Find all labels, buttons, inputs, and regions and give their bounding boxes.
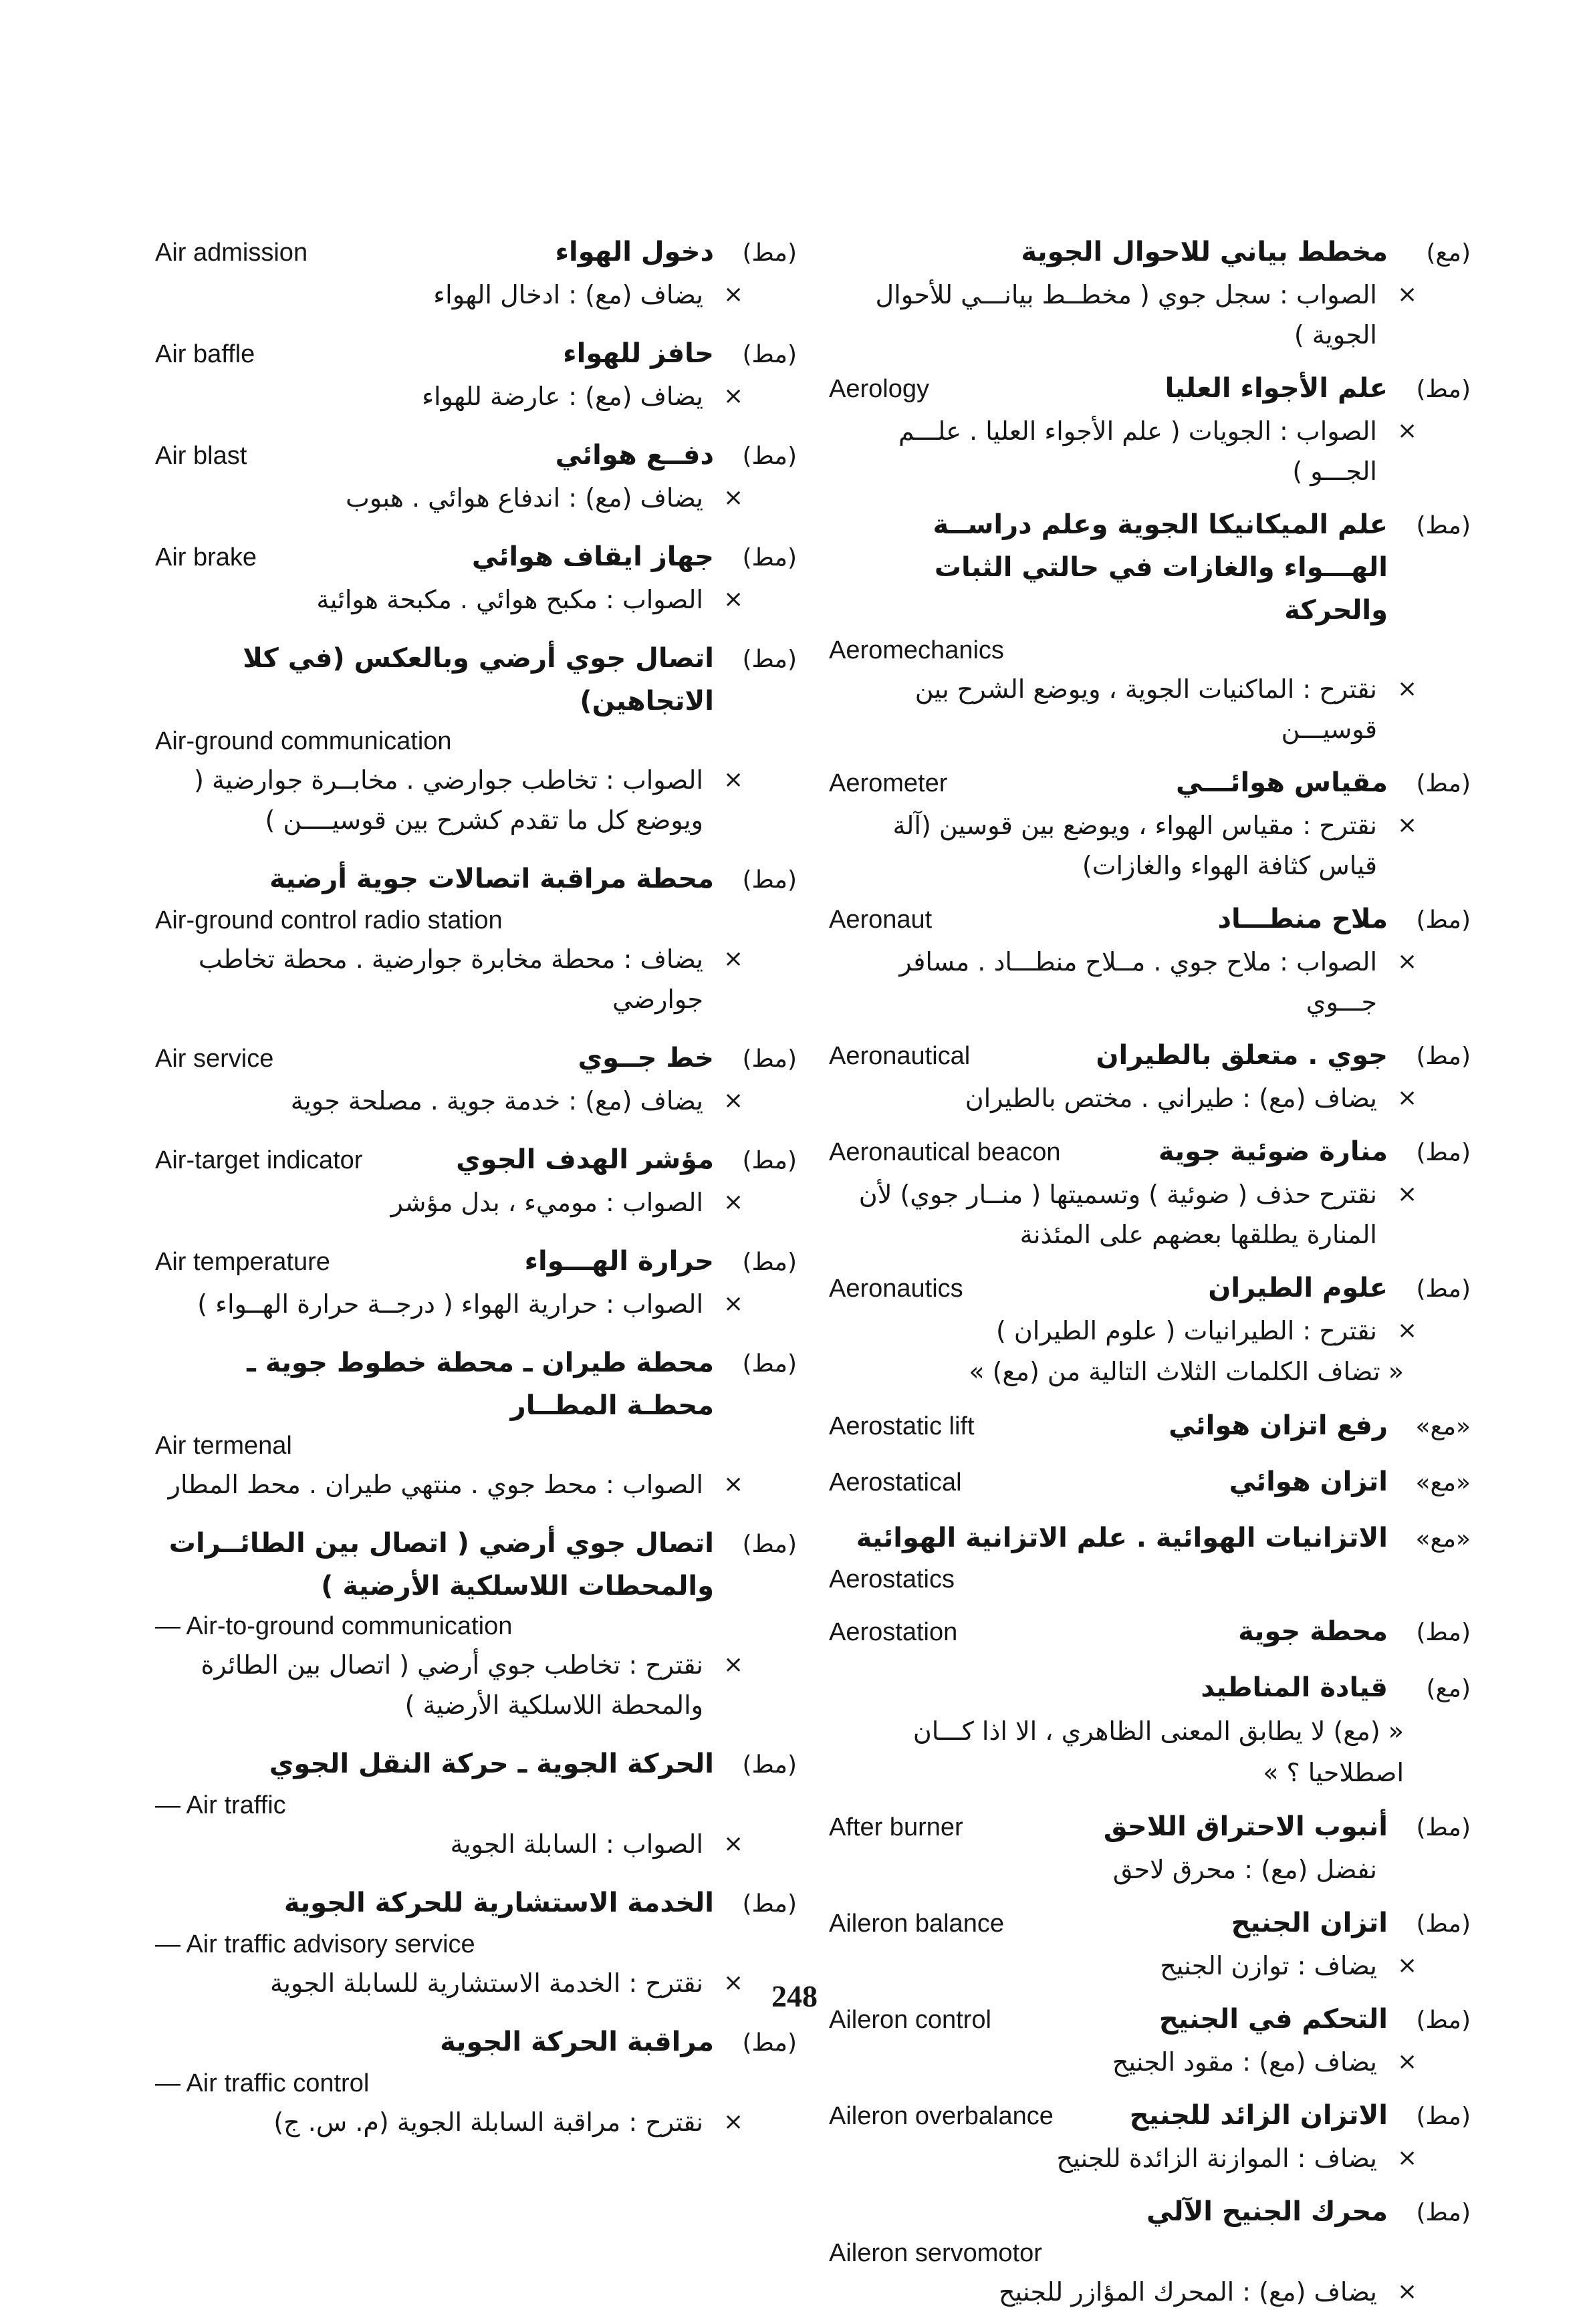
dictionary-entry (155, 1522, 797, 1725)
correction-text: نقترح حذف ( ضوئية ) وتسميتها ( منــار جوي) لأن المنارة يطلقها بعضهم على المئذنة (858, 1180, 1377, 1249)
source-tag: (مط) (742, 1249, 797, 1276)
dictionary-entry (155, 434, 797, 518)
english-term: — Air-to-ground communication (155, 1612, 513, 1640)
cross-mark-icon: × (723, 1969, 744, 1996)
correction-text: الصواب : سجل جوي ( مخطــط بيانـــي للأحوال الجوية ) (875, 280, 1377, 350)
english-term: Air-ground control radio station (155, 906, 503, 934)
dictionary-entry (829, 1902, 1471, 1986)
arabic-term: مخطط بياني للاحوال الجوية (1021, 237, 1388, 267)
source-tag: (مط) (742, 1531, 797, 1558)
arabic-term: علم الأجواء العليا (1165, 373, 1388, 404)
editorial-note: « تضاف الكلمات الثلاث التالية من (مع) » (969, 1357, 1404, 1386)
entry-headword-row (829, 231, 1471, 275)
correction-text: يضاف : الموازنة الزائدة للجنيح (1056, 2144, 1377, 2173)
cross-mark-icon: × (723, 1087, 744, 1114)
arabic-term: الاتزان الزائد للجنيح (1129, 2100, 1388, 2131)
english-term: Air admission (155, 239, 308, 267)
source-tag: (مع) (1426, 239, 1471, 267)
entry-correction (829, 1849, 1471, 1890)
entry-correction (829, 1311, 1471, 1351)
cross-mark-icon: × (1397, 675, 1418, 702)
entry-correction (155, 2102, 797, 2142)
english-term: Aileron control (829, 2006, 991, 2034)
source-tag: (مط) (1416, 770, 1471, 797)
cross-mark-icon: × (723, 382, 744, 410)
source-tag: (مط) (1416, 512, 1471, 539)
source-tag: «مع» (1415, 1413, 1471, 1440)
cross-mark-icon: × (1397, 281, 1418, 308)
arabic-term: علم الميكانيكا الجوية وعلم دراســة الهـــواء والغازات في حالتي الثبات والحركة (933, 509, 1388, 626)
left-column (155, 231, 797, 2160)
dictionary-entry (829, 1517, 1471, 1598)
dictionary-entry (155, 1240, 797, 1324)
editorial-note: « (مع) لا يطابق المعنى الظاهري ، الا اذا كـــان اصطلاحيا ؟ » (912, 1716, 1404, 1787)
source-tag: (مط) (1416, 1814, 1471, 1841)
arabic-term: جوي . متعلق بالطيران (1096, 1040, 1388, 1071)
correction-text: الصواب : محط جوي . منتهي طيران . محط المطار (168, 1470, 703, 1499)
arabic-term: خط جــوي (578, 1043, 714, 1073)
english-term: Air service (155, 1045, 274, 1073)
cross-mark-icon: × (723, 1651, 744, 1678)
entry-headword-row (155, 1522, 797, 1607)
entry-headword-row (829, 1034, 1471, 1078)
correction-text: يضاف (مع) : طيراني . مختص بالطيران (965, 1083, 1377, 1113)
source-tag: (مط) (1416, 2103, 1471, 2130)
dictionary-entry (155, 2021, 797, 2142)
entry-headword-row (155, 2021, 797, 2065)
cross-mark-icon: × (723, 484, 744, 511)
dictionary-entry (829, 1805, 1471, 1890)
arabic-term: اتصال جوي أرضي وبالعكس (في كلا الاتجاهين) (243, 643, 714, 717)
arabic-term: مراقبة الحركة الجوية (440, 2027, 714, 2057)
cross-mark-icon: × (723, 766, 744, 793)
arabic-term: محطة مراقبة اتصالات جوية أرضية (269, 864, 714, 894)
dictionary-entry (155, 858, 797, 1019)
arabic-term: مقياس هوائـــي (1175, 767, 1388, 798)
dictionary-entry (829, 1610, 1471, 1654)
entry-correction (829, 669, 1471, 749)
dictionary-entry (155, 1037, 797, 1121)
cross-mark-icon: × (723, 1830, 744, 1857)
english-term: — Air traffic advisory service (155, 1930, 475, 1958)
dictionary-entry (829, 2094, 1471, 2178)
arabic-term: اتصال جوي أرضي ( اتصال بين الطائــرات والمحطات اللاسلكية الأرضية ) (168, 1528, 714, 1601)
source-tag: «مع» (1415, 1469, 1471, 1497)
english-term: Aileron overbalance (829, 2102, 1054, 2130)
cross-mark-icon: × (723, 586, 744, 613)
dictionary-entry (155, 1341, 797, 1505)
entry-correction (155, 1464, 797, 1505)
dictionary-entry (829, 1404, 1471, 1448)
arabic-term: قيادة المناطيد (1201, 1672, 1388, 1703)
arabic-term: اتزان الجنيح (1231, 1908, 1388, 1938)
cross-mark-icon: × (1397, 1952, 1418, 1979)
entry-headword-row (829, 367, 1471, 411)
correction-text: يضاف (مع) : المحرك المؤازر للجنيح (999, 2277, 1377, 2307)
entry-correction (155, 275, 797, 315)
cross-mark-icon: × (1397, 1084, 1418, 1112)
source-tag: (مط) (742, 341, 797, 368)
entry-headword-row (829, 1666, 1471, 1710)
english-term: Aerostatical (829, 1468, 962, 1497)
entry-headword-row (829, 1902, 1471, 1946)
entry-correction (829, 2042, 1471, 2082)
cross-mark-icon: × (723, 945, 744, 973)
source-tag: (مط) (742, 646, 797, 673)
entry-correction (155, 1284, 797, 1324)
english-term: Air temperature (155, 1248, 330, 1276)
dictionary-entry (155, 231, 797, 315)
entry-headword-row (155, 1341, 797, 1427)
english-term: Aeronautics (829, 1275, 963, 1303)
source-tag: (مط) (742, 2029, 797, 2057)
entry-correction (155, 1081, 797, 1121)
cross-mark-icon: × (723, 1470, 744, 1498)
english-term: Aeromechanics (829, 636, 1004, 664)
arabic-term: رفع اتزان هوائي (1169, 1410, 1388, 1441)
dictionary-entry (155, 1138, 797, 1222)
english-term: Air baffle (155, 340, 255, 368)
entry-correction (155, 1824, 797, 1864)
cross-mark-icon: × (723, 281, 744, 308)
entry-headword-row (829, 1267, 1471, 1311)
correction-text: يضاف (مع) : ادخال الهواء (433, 280, 703, 309)
dictionary-entry (829, 1666, 1471, 1793)
entry-headword-row (155, 1240, 797, 1284)
dictionary-entry (155, 1742, 797, 1864)
arabic-term: ملاح منطـــاد (1217, 904, 1388, 934)
entry-correction (155, 579, 797, 620)
english-term: Aerology (829, 375, 929, 403)
english-term: Aerostatics (829, 1565, 955, 1593)
dictionary-entry (155, 637, 797, 840)
english-term: Aeronautical (829, 1042, 971, 1070)
source-tag: «مع» (1415, 1525, 1471, 1553)
entry-headword-row (155, 231, 797, 275)
entry-headword-row (829, 1610, 1471, 1654)
arabic-term: حرارة الهـــواء (524, 1246, 714, 1277)
entry-headword-row (155, 1037, 797, 1081)
english-term: Air blast (155, 442, 247, 470)
correction-text: نقترح : مقياس الهواء ، ويوضع بين قوسين (آلة قياس كثافة الهواء والغازات) (892, 811, 1377, 880)
entry-correction (829, 275, 1471, 355)
entry-headword-row (155, 434, 797, 478)
source-tag: (مط) (742, 544, 797, 571)
correction-text: يضاف (مع) : خدمة جوية . مصلحة جوية (290, 1086, 703, 1116)
english-term: Air brake (155, 543, 257, 571)
source-tag: (مط) (742, 1751, 797, 1779)
english-term: Aileron balance (829, 1910, 1004, 1938)
source-tag: (مط) (742, 1147, 797, 1174)
entry-headword-row (829, 761, 1471, 805)
entry-correction (829, 2138, 1471, 2178)
entry-headword-row (155, 1742, 797, 1787)
source-tag: (مط) (742, 1890, 797, 1918)
source-tag: (مط) (1416, 1139, 1471, 1166)
arabic-term: اتزان هوائي (1229, 1466, 1388, 1497)
entry-headword-row (155, 1138, 797, 1182)
correction-text: يضاف : محطة مخابرة جوارضية . محطة تخاطب جوارضي (198, 944, 703, 1014)
english-term: Aileron servomotor (829, 2239, 1042, 2267)
arabic-term: علوم الطيران (1208, 1273, 1388, 1303)
source-tag: (مط) (742, 239, 797, 267)
dictionary-entry (829, 1267, 1471, 1392)
english-term: Aerostatic lift (829, 1412, 975, 1440)
correction-text: الصواب : الجويات ( علم الأجواء العليا . علـــم الجـــو ) (898, 416, 1377, 486)
correction-text: يضاف (مع) : اندفاع هوائي . هبوب (346, 483, 703, 513)
entry-correction (829, 411, 1471, 491)
entry-headword-row (829, 898, 1471, 942)
entry-correction (155, 478, 797, 518)
entry-headword-row (155, 637, 797, 723)
source-tag: (مط) (1416, 2199, 1471, 2226)
cross-mark-icon: × (1397, 2048, 1418, 2075)
source-tag: (مط) (1416, 906, 1471, 934)
dictionary-entry (829, 898, 1471, 1022)
dictionary-entry (155, 332, 797, 416)
dictionary-entry (829, 1034, 1471, 1118)
cross-mark-icon: × (1397, 1317, 1418, 1344)
arabic-term: الاتزانيات الهوائية . علم الاتزانية الهوائية (856, 1523, 1388, 1553)
entry-headword-row (155, 1882, 797, 1926)
source-tag: (مط) (742, 442, 797, 470)
entry-correction (829, 2272, 1471, 2312)
source-tag: (مط) (742, 866, 797, 894)
english-term: Air-target indicator (155, 1146, 363, 1174)
arabic-term: محطة طيران ـ محطة خطوط جوية ـ محطـة المطــار (247, 1347, 714, 1421)
arabic-term: أنبوب الاحتراق اللاحق (1103, 1811, 1388, 1842)
arabic-term: محطة جوية (1238, 1616, 1388, 1647)
correction-text: الصواب : موميء ، بدل مؤشر (390, 1188, 703, 1217)
dictionary-entry (829, 761, 1471, 886)
entry-correction (829, 805, 1471, 886)
source-tag: (مط) (742, 1045, 797, 1073)
arabic-term: مؤشر الهدف الجوي (456, 1144, 714, 1175)
entry-correction (155, 1182, 797, 1222)
source-tag: (مط) (1416, 1619, 1471, 1646)
arabic-term: التحكم في الجنيح (1158, 2004, 1388, 2035)
source-tag: (مط) (742, 1350, 797, 1378)
correction-text: الصواب : السابلة الجوية (450, 1829, 703, 1859)
english-term: — Air traffic control (155, 2069, 370, 2097)
arabic-term: حافز للهواء (563, 338, 714, 369)
arabic-term: دفــع هوائي (555, 440, 714, 471)
english-term: Aeronautical beacon (829, 1138, 1061, 1166)
source-tag: (مع) (1426, 1675, 1471, 1702)
dictionary-entry (829, 231, 1471, 355)
dictionary-entry (829, 1460, 1471, 1505)
entry-headword-row (829, 2190, 1471, 2234)
arabic-term: منارة ضوئية جوية (1158, 1136, 1388, 1167)
entry-correction (155, 376, 797, 416)
cross-mark-icon: × (723, 1290, 744, 1317)
cross-mark-icon: × (723, 2108, 744, 2136)
arabic-term: دخول الهواء (555, 237, 714, 267)
cross-mark-icon: × (1397, 2144, 1418, 2172)
arabic-term: جهاز ايقاف هوائي (471, 541, 714, 572)
english-term: Aerostation (829, 1618, 958, 1646)
correction-text: نقترح : الخدمة الاستشارية للسابلة الجوية (269, 1968, 703, 1998)
correction-text: الصواب : ملاح جوي . مــلاح منطـــاد . مسافر جـــوي (899, 947, 1377, 1017)
english-term: Aeronaut (829, 906, 933, 934)
cross-mark-icon: × (1397, 2278, 1418, 2305)
cross-mark-icon: × (1397, 417, 1418, 444)
correction-text: يضاف (مع) : عارضة للهواء (422, 382, 703, 411)
source-tag: (مط) (1416, 1910, 1471, 1938)
page-number: 248 (771, 1979, 818, 2013)
correction-text: يضاف : توازن الجنيح (1160, 1951, 1377, 1980)
correction-text: الصواب : مكبح هوائي . مكبحة هوائية (316, 585, 703, 614)
cross-mark-icon: × (723, 1188, 744, 1216)
entry-headword-row (155, 332, 797, 376)
entry-headword-row (829, 1130, 1471, 1174)
correction-text: نفضل (مع) : محرق لاحق (1112, 1855, 1377, 1884)
correction-text: يضاف (مع) : مقود الجنيح (1112, 2047, 1377, 2077)
english-term: — Air traffic (155, 1791, 286, 1819)
correction-text: الصواب : حرارية الهواء ( درجــة حرارة الهــواء ) (197, 1289, 703, 1319)
entry-correction (829, 1174, 1471, 1255)
dictionary-entry (155, 535, 797, 620)
correction-text: نقترح : تخاطب جوي أرضي ( اتصال بين الطائرة والمحطة اللاسلكية الأرضية ) (201, 1650, 703, 1720)
entry-headword-row (829, 2094, 1471, 2138)
entry-headword-row (829, 1805, 1471, 1849)
dictionary-entry (829, 503, 1471, 749)
cross-mark-icon: × (1397, 811, 1418, 839)
english-term: Aerometer (829, 769, 948, 797)
entry-headword-row (829, 1404, 1471, 1448)
entry-correction (829, 1078, 1471, 1118)
cross-mark-icon: × (1397, 1180, 1418, 1208)
source-tag: (مط) (1416, 1275, 1471, 1303)
entry-correction (155, 1645, 797, 1725)
source-tag: (مط) (1416, 376, 1471, 403)
entry-headword-row (155, 858, 797, 902)
entry-headword-row (155, 535, 797, 579)
english-term: Air-ground communication (155, 727, 452, 755)
correction-text: نقترح : مراقبة السابلة الجوية (م. س. ج) (273, 2107, 703, 2137)
correction-text: نقترح : الطيرانيات ( علوم الطيران ) (996, 1316, 1377, 1345)
english-term: Air termenal (155, 1432, 292, 1460)
dictionary-entry (829, 2190, 1471, 2312)
arabic-term: محرك الجنيح الآلي (1146, 2196, 1388, 2227)
entry-headword-row (829, 1517, 1471, 1561)
entry-correction (155, 760, 797, 840)
cross-mark-icon: × (1397, 948, 1418, 975)
dictionary-entry (829, 1130, 1471, 1255)
english-term: After burner (829, 1813, 963, 1841)
arabic-term: الخدمة الاستشارية للحركة الجوية (283, 1888, 714, 1918)
source-tag: (مط) (1416, 2007, 1471, 2034)
entry-headword-row (829, 503, 1471, 632)
arabic-term: الحركة الجوية ـ حركة النقل الجوي (269, 1749, 714, 1779)
correction-text: نقترح : الماكنيات الجوية ، ويوضع الشرح بين قوسيـــن (914, 674, 1377, 744)
source-tag: (مط) (1416, 1043, 1471, 1070)
entry-correction (155, 939, 797, 1019)
dictionary-entry (829, 367, 1471, 491)
entry-headword-row (829, 1460, 1471, 1505)
correction-text: الصواب : تخاطب جوارضي . مخابــرة جوارضية ( ويوضع كل ما تقدم كشرح بين قوسيــــن ) (194, 765, 703, 835)
entry-correction (829, 942, 1471, 1022)
